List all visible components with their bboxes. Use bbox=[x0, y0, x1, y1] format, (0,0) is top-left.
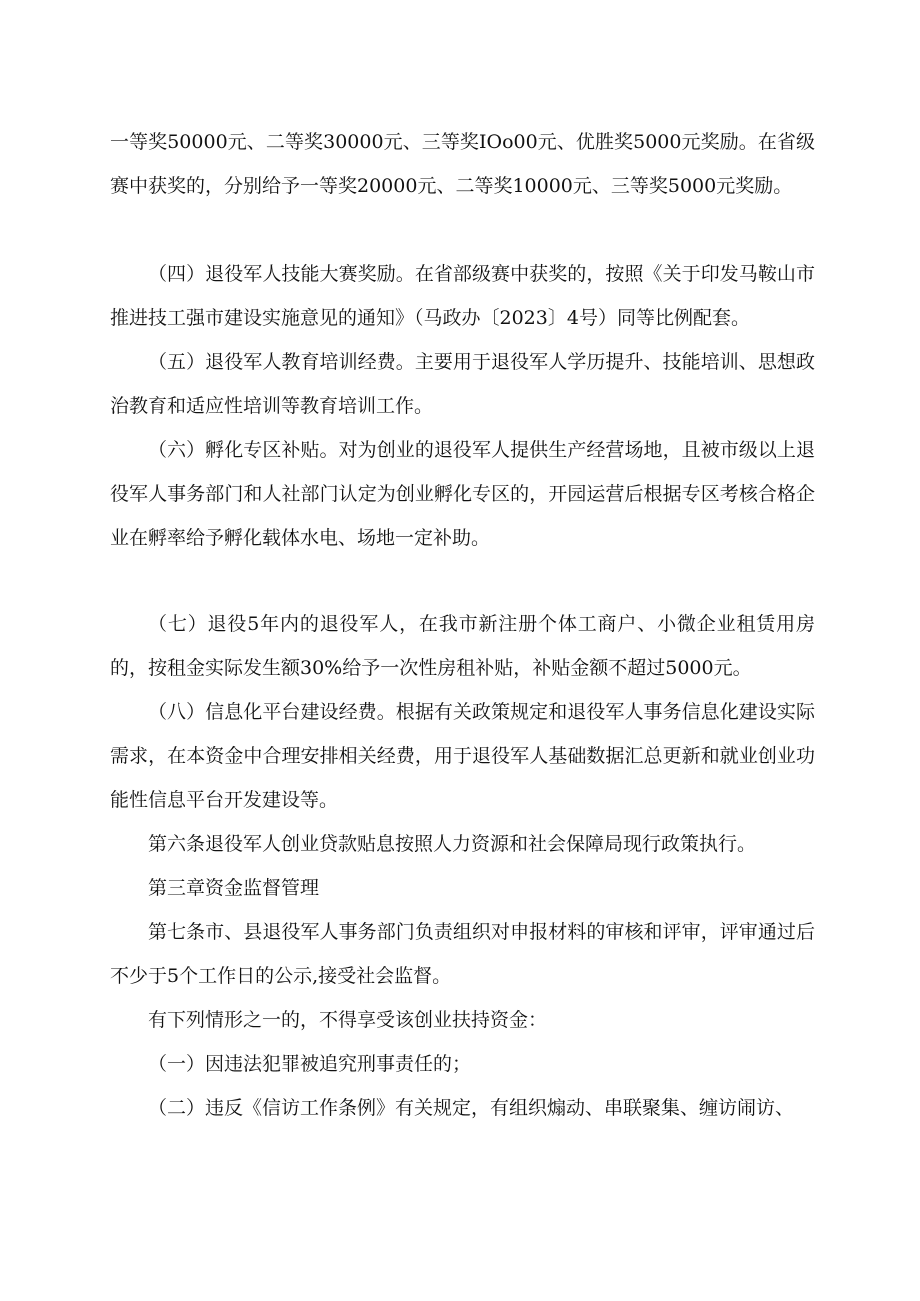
paragraph-item-7: （七）退役5年内的退役军人，在我市新注册个体工商户、小微企业租赁用房的，按租金实际发生额30%给予一次性房租补贴，补贴金额不超过5000元。 bbox=[110, 613, 815, 679]
paragraph-article-6: 第六条退役军人创业贷款贴息按照人力资源和社会保障局现行政策执行。 bbox=[148, 833, 757, 855]
chapter-3-heading: 第三章资金监督管理 bbox=[148, 877, 320, 899]
paragraph-exclusions-intro: 有下列情形之一的，不得享受该创业扶持资金： bbox=[148, 1009, 548, 1031]
paragraph-item-8: （八）信息化平台建设经费。根据有关政策规定和退役军人事务信息化建设实际需求，在本资金中合理安排相关经费，用于退役军人基础数据汇总更新和就业创业功能性信息平台开发建设等。 bbox=[110, 701, 815, 811]
paragraph-article-7: 第七条市、县退役军人事务部门负责组织对申报材料的审核和评审，评审通过后不少于5个工作日的公示,接受社会监督。 bbox=[110, 921, 815, 987]
paragraph-exclusion-1: （一）因违法犯罪被追究刑事责任的； bbox=[148, 1053, 472, 1075]
paragraph-item-4: （四）退役军人技能大赛奖励。在省部级赛中获奖的，按照《关于印发马鞍山市推进技工强市建设实施意见的通知》（马政办〔2023〕4号）同等比例配套。 bbox=[110, 263, 815, 329]
paragraph-exclusion-2: （二）违反《信访工作条例》有关规定，有组织煽动、串联聚集、缠访闹访、 bbox=[148, 1097, 795, 1119]
paragraph-item-6: （六）孵化专区补贴。对为创业的退役军人提供生产经营场地，且被市级以上退役军人事务部门和人社部门认定为创业孵化专区的，开园运营后根据专区考核合格企业在孵率给予孵化载体水电、场地一定补助。 bbox=[110, 439, 815, 549]
paragraph-item-5: （五）退役军人教育培训经费。主要用于退役军人学历提升、技能培训、思想政治教育和适应性培训等教育培训工作。 bbox=[110, 351, 815, 417]
paragraph-award-amounts: 一等奖50000元、二等奖30000元、三等奖IOo00元、优胜奖5000元奖励。在省级赛中获奖的，分别给予一等奖20000元、二等奖10000元、三等奖5000元奖励。 bbox=[110, 131, 815, 197]
